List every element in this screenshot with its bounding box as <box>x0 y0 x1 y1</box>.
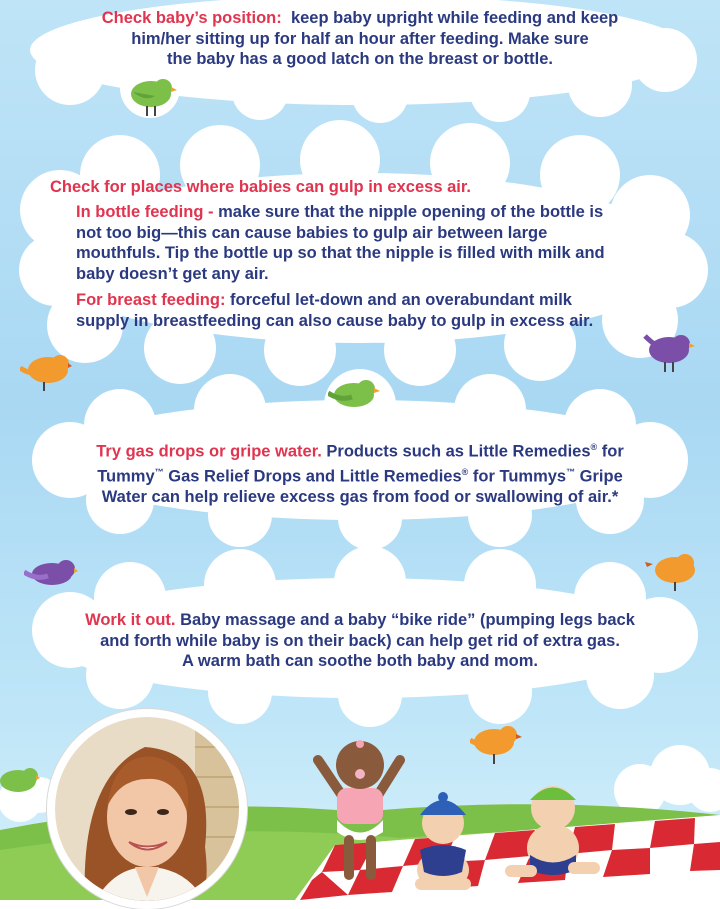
tip-text: not too big—this can cause babies to gulp air between large <box>76 223 548 242</box>
trademark: ™ <box>154 467 164 477</box>
tip-text: for <box>597 442 624 461</box>
tip-text: forceful let-down and an overabundant milk <box>230 291 572 309</box>
tip-subheading: In bottle feeding - <box>76 203 214 221</box>
trademark: ™ <box>566 467 576 477</box>
bird-icon <box>125 74 177 118</box>
bird-icon <box>328 375 380 415</box>
registered-mark: ® <box>590 442 598 452</box>
tip-text: Gas Relief Drops and Little Remedies <box>163 467 462 486</box>
tip-breast-feeding <box>76 290 676 331</box>
tip-text: make sure that the nipple opening of the bottle is <box>218 203 604 221</box>
bird-icon <box>643 330 695 374</box>
author-photo <box>47 709 247 909</box>
tip-text: Baby massage and a baby “bike ride” (pumping legs back <box>180 611 635 629</box>
tip-gas-drops <box>40 437 680 508</box>
tip-text: Tummy <box>97 467 155 486</box>
tip-heading: Check baby’s position: <box>101 9 282 27</box>
bird-icon <box>470 722 522 766</box>
tip-bottle-feeding <box>76 202 676 284</box>
tip-text: him/her sitting up for half an hour after feeding. Make sure <box>131 29 589 48</box>
tip-text: the baby has a good latch on the breast or bottle. <box>167 50 553 68</box>
tip-air-gulp-heading <box>50 177 670 198</box>
tip-position <box>60 8 660 70</box>
tip-work-it-out <box>40 610 680 672</box>
bird-icon <box>20 352 72 392</box>
tip-text: Water can help relieve excess gas from food or swallowing of air.* <box>101 488 619 506</box>
tip-subheading: For breast feeding: <box>76 291 226 309</box>
tip-text: A warm bath can soothe both baby and mom. <box>181 652 538 670</box>
bird-icon <box>24 556 78 592</box>
tip-text: Gripe <box>575 467 623 486</box>
author-portrait <box>55 717 239 901</box>
tip-text: baby doesn’t get any air. <box>76 264 269 283</box>
tip-heading: Work it out. <box>85 611 176 629</box>
tip-text: for Tummys <box>468 467 567 486</box>
tip-text: keep baby upright while feeding and keep <box>290 9 619 27</box>
tip-text: supply in breastfeeding can also cause baby to gulp in excess air. <box>76 311 594 330</box>
tip-heading: Try gas drops or gripe water. <box>96 442 322 461</box>
tip-heading: Check for places where babies can gulp in excess air. <box>50 178 471 196</box>
tip-text: mouthfuls. Tip the bottle up so that the nipple is filled with milk and <box>76 244 605 262</box>
registered-mark: ® <box>461 467 469 477</box>
bird-icon <box>0 766 40 796</box>
tip-text: Products such as Little Remedies <box>326 442 591 461</box>
bird-icon <box>645 550 699 592</box>
tip-text: and forth while baby is on their back) can help get rid of extra gas. <box>100 631 620 650</box>
